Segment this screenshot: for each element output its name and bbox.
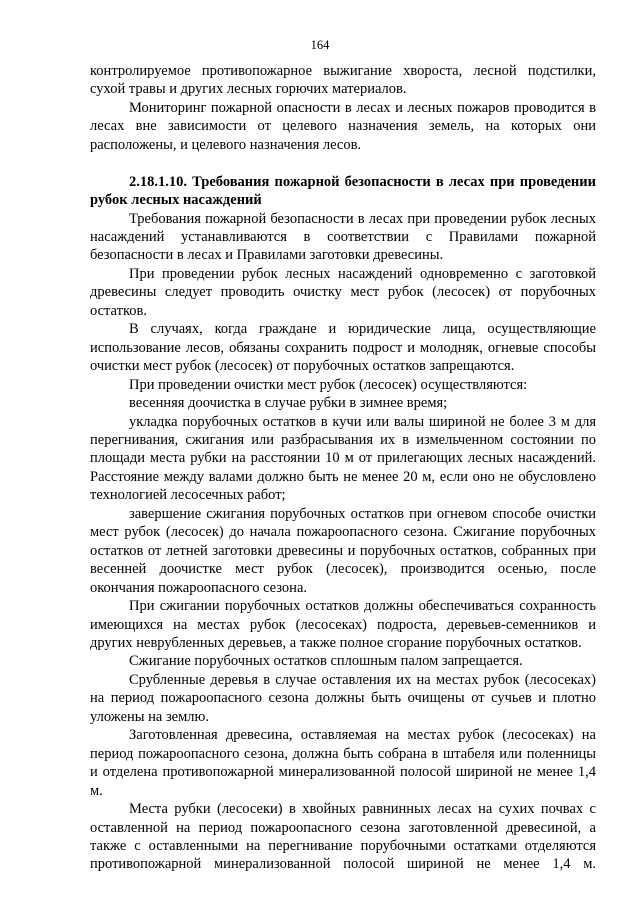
paragraph-fire-methods-ban: В случаях, когда граждане и юридические лица, осуществляющие использование лесов, обязаны сохранить подрост и молодняк, огневые способы очистки мест рубок (лесосек) от порубочных остатков запрещаются.: [90, 321, 596, 375]
page-number: 164: [310, 38, 330, 52]
paragraph-felled-trees: Срубленные деревья в случае оставления их на местах рубок (лесосеках) на период пожароопасного сезона должны быть очищены от сучьев и плотно уложены на землю.: [90, 671, 596, 725]
list-item-burning-completion: завершение сжигания порубочных остатков при огневом способе очистки мест рубок (лесосек) до начала пожароопасного сезона. Сжигание порубочных остатков от летней заготовки древесины и порубочных остатков, собранных при весенней доочистке мест рубок (лесосек), производится осенью, после окончания пожароопасного сезона.: [90, 505, 596, 596]
paragraph-cleanup-list-intro: При проведении очистки мест рубок (лесосек) осуществляются:: [129, 376, 528, 393]
paragraph-cleanup: При проведении рубок лесных насаждений одновременно с заготовкой древесины следует проводить очистку мест рубок (лесосек) от порубочных остатков.: [90, 265, 596, 319]
paragraph-continued: контролируемое противопожарное выжигание хвороста, лесной подстилки, сухой травы и других лесных горючих материалов.: [90, 63, 596, 98]
section-heading: 2.18.1.10. Требования пожарной безопасности в лесах при проведении рубок лесных насаждений: [90, 173, 596, 209]
paragraph-coniferous-sites: Места рубки (лесосеки) в хвойных равнинных лесах на сухих почвах с оставленной на период пожароопасного сезона заготовленной древесиной, а также с оставленными на перегнивание порубочными остатками отделяются противопожарной минерализованной полосой шириной не менее 1,4 м.: [90, 801, 596, 873]
list-item-spring-cleanup: весенняя доочистка в случае рубки в зимнее время;: [129, 395, 448, 412]
paragraph-continuous-fire-ban: Сжигание порубочных остатков сплошным палом запрещается.: [129, 653, 523, 670]
paragraph-burning-preservation: При сжигании порубочных остатков должны обеспечиваться сохранность имеющихся на местах рубок (лесосеках) подроста, деревьев-семенников и других неврубленных деревьев, а также полное сгорание порубочных остатков.: [90, 598, 596, 651]
paragraph-stored-timber: Заготовленная древесина, оставляемая на местах рубок (лесосеках) на период пожароопасного сезона, должна быть собрана в штабеля или поленницы и отделена противопожарной минерализованной полосой шириной не менее 1,4 м.: [90, 727, 596, 799]
paragraph-requirements: Требования пожарной безопасности в лесах при проведении рубок лесных насаждений устанавливаются в соответствии с Правилами пожарной безопасности в лесах и Правилами заготовки древесины.: [90, 210, 596, 264]
list-item-piling: укладка порубочных остатков в кучи или валы шириной не более 3 м для перегнивания, сжигания или разбрасывания их в измельченном состоянии по площади места рубки на расстоянии 10 м от прилегающих лесных насаждений. Расстояние между валами должно быть не менее 20 м, если оно не обусловлено технологией лесосечных работ;: [90, 413, 596, 504]
page-body: [90, 62, 596, 874]
paragraph-monitoring: Мониторинг пожарной опасности в лесах и лесных пожаров проводится в лесах вне зависимости от целевого назначения земель, на которых они расположены, и целевого назначения лесов.: [90, 99, 596, 153]
